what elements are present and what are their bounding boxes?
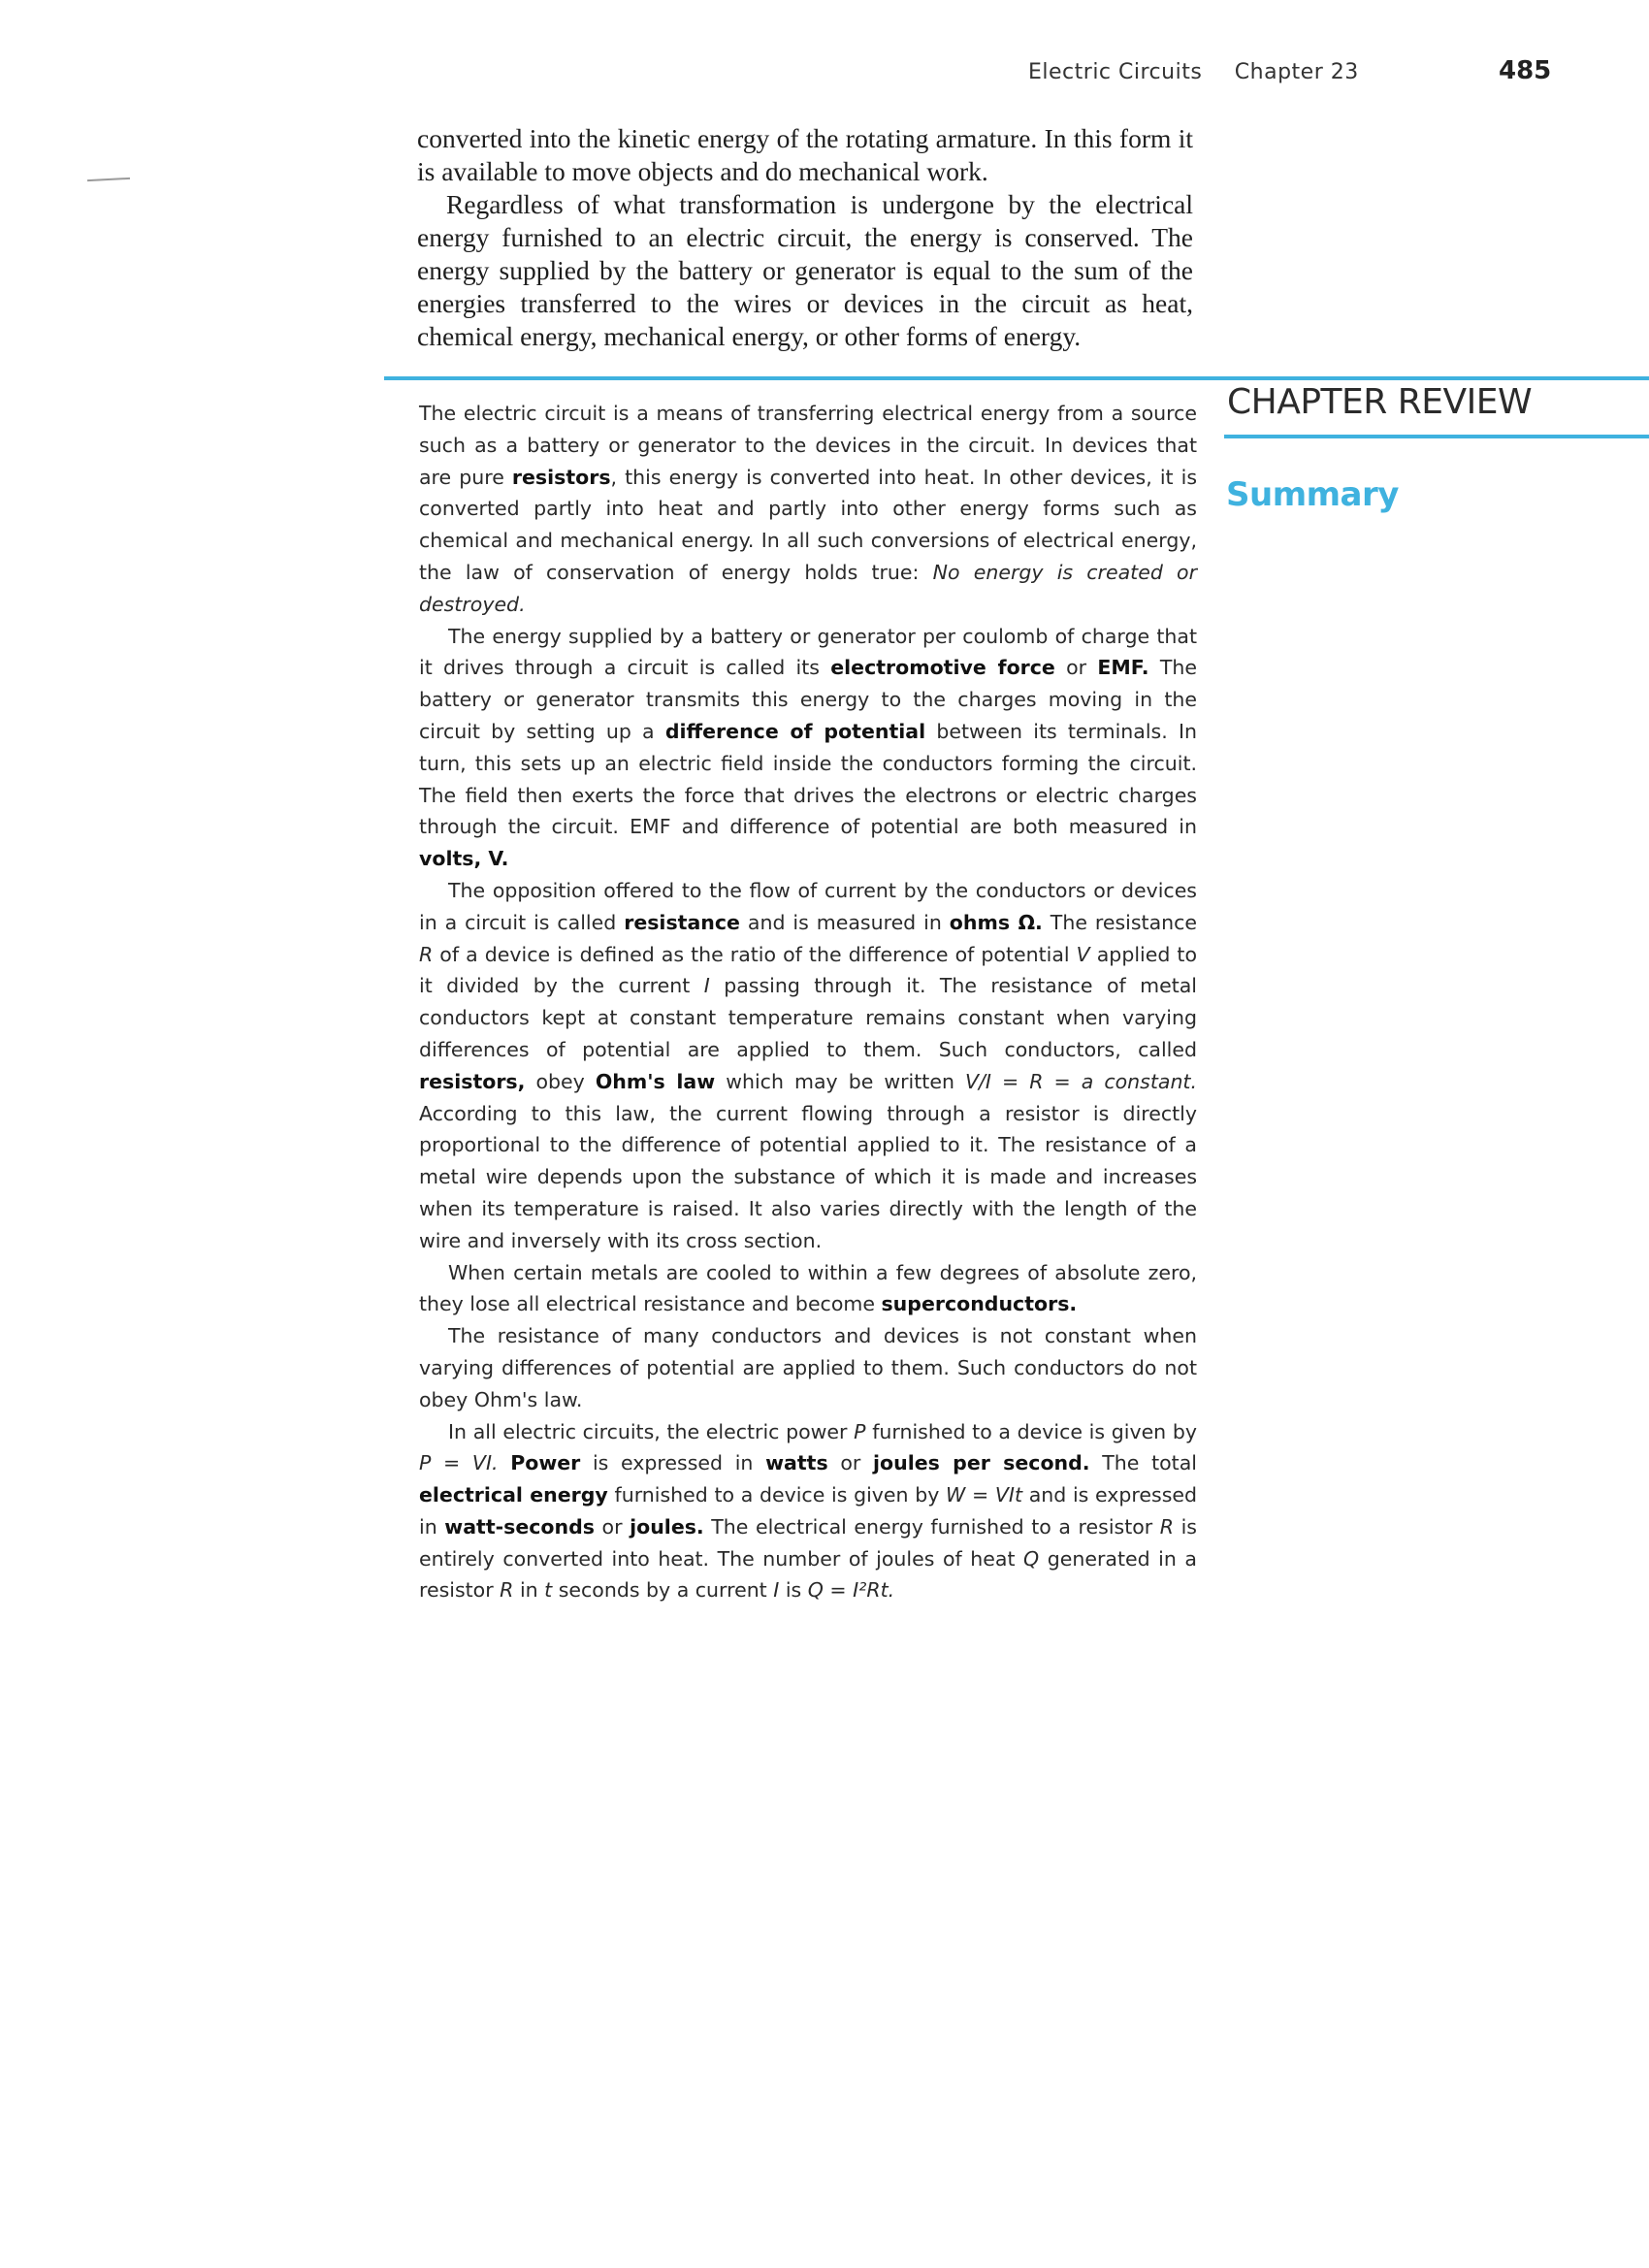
summary-text: [419, 398, 1197, 1606]
chapter-review-underline: [1224, 435, 1649, 438]
page-number: 485: [1499, 56, 1552, 85]
text-run: which may be written: [715, 1069, 965, 1093]
text-run: is expressed in: [580, 1451, 766, 1475]
symbol-text: P: [854, 1419, 866, 1443]
formula-text: Q = I²Rt.: [807, 1578, 895, 1603]
intro-paragraph-2: Regardless of what transformation is undergone by the electrical energy furnished to an electric circuit, the energy is conserved. The energy supplied by the battery or generator is equal to the sum of the energies transferred to the wires or devices in the circuit as heat, chemical energy, mechanical energy, or other forms of energy.: [417, 189, 1193, 351]
text-run: between its terminals. In turn, this sets up an electric field inside the conductors forming the circuit. The field then exerts the force that drives the electrons or electric charges through the circuit. EMF and difference of potential are both measured in: [419, 719, 1197, 839]
text-run: and is measured in: [739, 910, 950, 934]
text-run: or: [594, 1514, 630, 1539]
text-run: obey: [525, 1069, 596, 1093]
term-electromotive-force: electromotive force: [830, 656, 1055, 680]
chapter-review-divider: [384, 376, 1649, 380]
summary-paragraph-4: [419, 1257, 1197, 1321]
text-run: applied to it divided by the current: [419, 942, 1197, 998]
chapter-review-title: CHAPTER REVIEW: [1227, 382, 1533, 422]
text-run: The electrical energy furnished to a resistor: [703, 1514, 1160, 1539]
text-run: or: [827, 1451, 874, 1475]
term-power: Power: [510, 1451, 581, 1475]
summary-paragraph-3: [419, 875, 1197, 1257]
emphasis-text: No energy is created or destroyed.: [419, 560, 1198, 616]
term-superconductors: superconductors.: [881, 1292, 1078, 1316]
text-run: , this energy is converted into heat. In other devices, it is converted partly into heat and partly into other energy forms such as chemical and mechanical energy. In all such conversions of electrical energy, the law of conservation of energy holds true:: [419, 465, 1198, 584]
term-resistors: resistors: [511, 465, 611, 489]
term-ohms: ohms Ω.: [949, 910, 1043, 934]
formula-text: W = VIt: [946, 1483, 1022, 1507]
term-volts: volts, V.: [419, 847, 509, 871]
text-run: furnished to a device is given by: [865, 1419, 1198, 1443]
intro-text: [417, 122, 1193, 353]
text-run: in: [513, 1578, 545, 1603]
text-run: The battery or generator transmits this energy to the charges moving in the circuit by setting up a: [419, 656, 1197, 743]
summary-paragraph-2: [419, 621, 1197, 875]
symbol-text: I: [703, 974, 710, 998]
term-joules-per-second: joules per second.: [873, 1451, 1090, 1475]
text-run: and is expressed in: [419, 1483, 1197, 1539]
summary-paragraph-1: [419, 398, 1197, 621]
text-run: The total: [1089, 1451, 1197, 1475]
formula-text: V/I = R = a constant.: [964, 1069, 1197, 1093]
summary-paragraph-5: The resistance of many conductors and devices is not constant when varying differences of potential are applied to them. Such conductors do not obey Ohm's law.: [419, 1324, 1197, 1411]
text-run: According to this law, the current flowing through a resistor is directly proportional to the difference of potential applied to it. The resistance of a metal wire depends upon the substance of which it is made and increases when its temperature is raised. It also varies directly with the length of the wire and inversely with its cross section.: [419, 1101, 1197, 1252]
symbol-text: R: [419, 942, 434, 966]
text-run: The electric circuit is a means of transferring electrical energy from a source such as a battery or generator to the devices in the circuit. In devices that are pure: [419, 402, 1197, 489]
text-run: When certain metals are cooled to within a few degrees of absolute zero, they lose all electrical resistance and become: [419, 1260, 1197, 1316]
text-run: The resistance: [1042, 910, 1198, 934]
running-head-section: Electric Circuits: [1028, 60, 1203, 84]
margin-pencil-mark: [87, 178, 130, 181]
term-joules: joules.: [630, 1514, 704, 1539]
text-run: of a device is defined as the ratio of the difference of potential: [433, 942, 1077, 966]
symbol-text: I: [773, 1578, 780, 1603]
text-run: generated in a resistor: [419, 1546, 1197, 1603]
term-watts: watts: [765, 1451, 828, 1475]
text-run: seconds by a current: [552, 1578, 774, 1603]
text-run: is entirely converted into heat. The number of joules of heat: [419, 1514, 1197, 1571]
text-run: passing through it. The resistance of metal conductors kept at constant temperature remains constant when varying differences of potential are applied to them. Such conductors, called: [419, 974, 1198, 1061]
symbol-text: t: [544, 1578, 553, 1603]
term-resistance: resistance: [624, 910, 740, 934]
symbol-text: R: [1159, 1514, 1175, 1539]
term-emf: EMF.: [1097, 656, 1149, 680]
text-run: furnished to a device is given by: [607, 1483, 947, 1507]
term-electrical-energy: electrical energy: [419, 1483, 608, 1507]
text-run: In all electric circuits, the electric power: [448, 1419, 855, 1443]
term-difference-of-potential: difference of potential: [664, 719, 926, 743]
intro-paragraph-1: converted into the kinetic energy of the rotating armature. In this form it is available to move objects and do mechanical work.: [417, 123, 1193, 186]
running-head-chapter: Chapter 23: [1234, 60, 1359, 84]
symbol-text: V: [1076, 942, 1090, 966]
symbol-text: R: [500, 1578, 514, 1603]
term-resistors: resistors,: [419, 1069, 526, 1093]
text-run: or: [1054, 656, 1098, 680]
term-watt-seconds: watt-seconds: [444, 1514, 595, 1539]
text-run: is: [779, 1578, 808, 1603]
symbol-text: Q: [1023, 1546, 1040, 1571]
formula-text: P = VI.: [419, 1451, 499, 1475]
summary-paragraph-6: [419, 1416, 1197, 1607]
text-run: The energy supplied by a battery or generator per coulomb of charge that it drives through a circuit is called its: [419, 624, 1197, 680]
running-head: [1028, 60, 1384, 84]
term-ohms-law: Ohm's law: [595, 1069, 716, 1093]
summary-heading: Summary: [1226, 475, 1399, 514]
text-run: The opposition offered to the flow of current by the conductors or devices in a circuit is called: [419, 878, 1197, 934]
